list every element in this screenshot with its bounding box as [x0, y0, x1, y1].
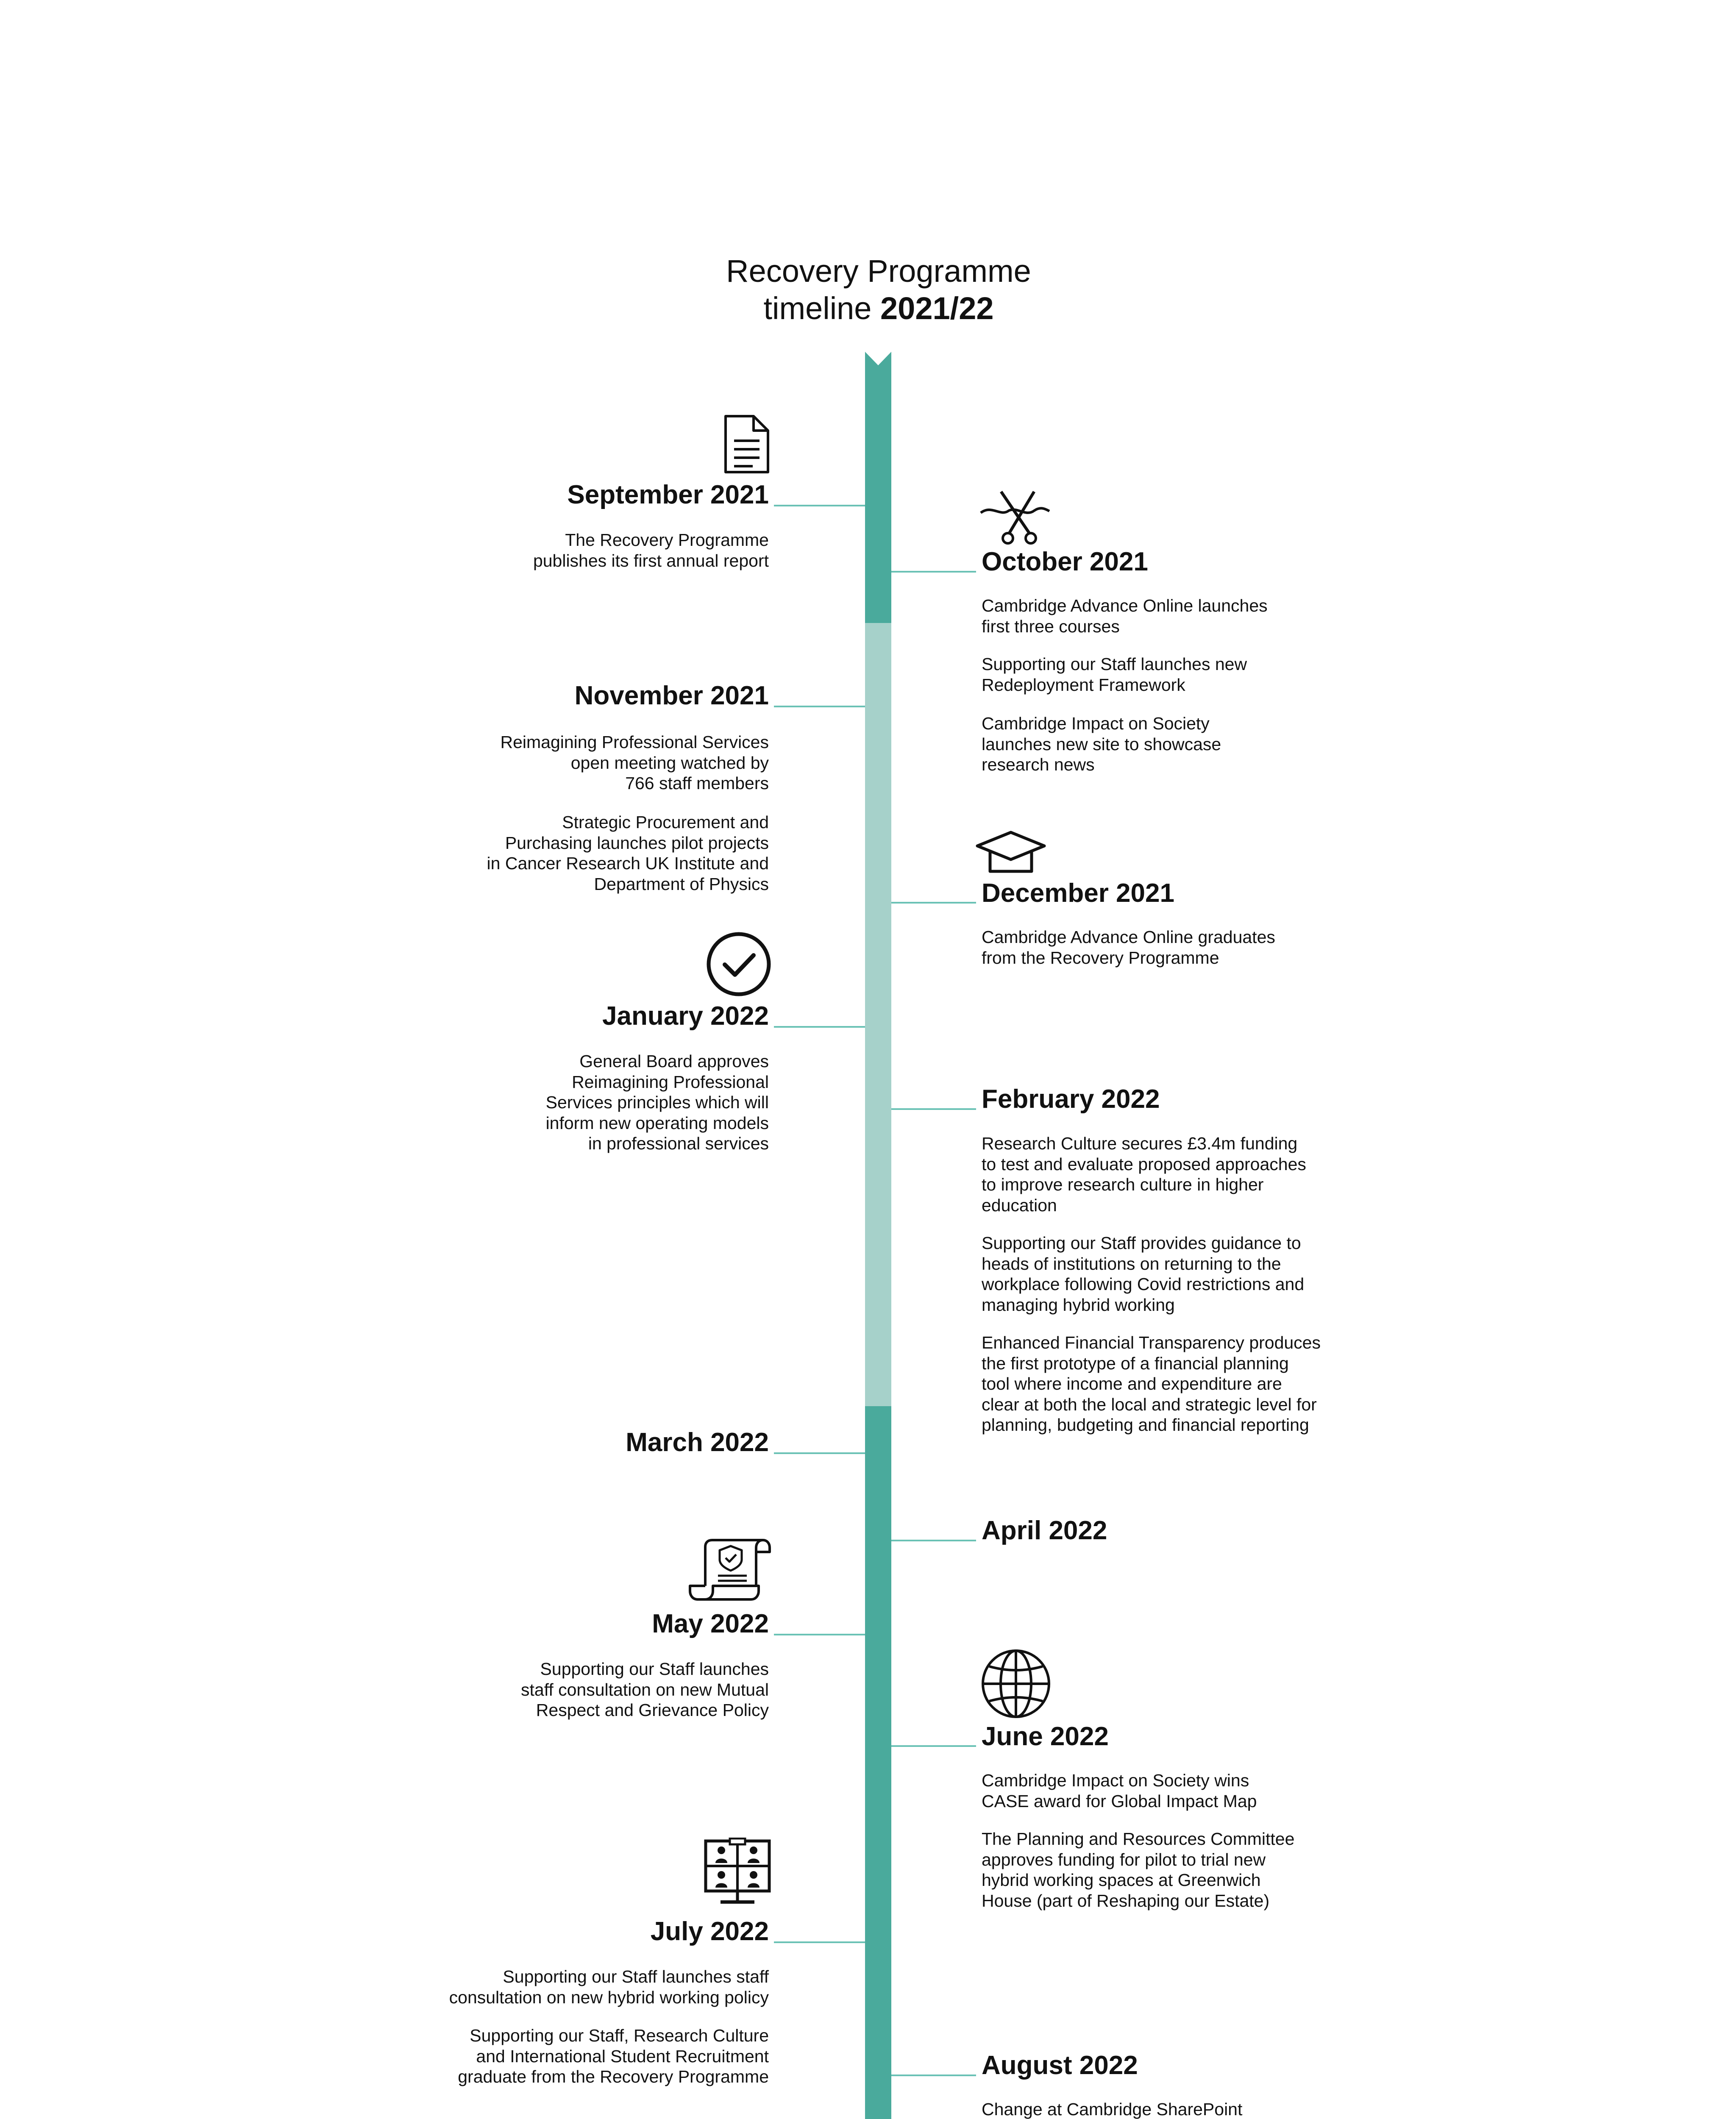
month-december-2021: December 2021 [982, 879, 1174, 908]
graduation-cap-icon [975, 830, 1047, 876]
event-text: The Planning and Resources Committee approves funding for pilot to trial new hybrid working spaces at Greenwich House (part of Reshaping our Estate) [982, 1829, 1295, 1910]
connector-december-2021 [891, 902, 976, 904]
event-text: Supporting our Staff launches staff consultation on new Mutual Respect and Grievance Policy [521, 1659, 769, 1720]
month-september-2021: September 2021 [567, 480, 769, 509]
timeline-segment-dark-1 [865, 368, 891, 623]
month-october-2021: October 2021 [982, 547, 1148, 576]
title-prefix: timeline [763, 291, 881, 326]
document-icon [723, 414, 771, 474]
title-year: 2021/22 [880, 291, 994, 326]
event-text: Cambridge Impact on Society launches new site to showcase research news [982, 714, 1221, 774]
month-june-2022: June 2022 [982, 1722, 1109, 1751]
event-text: Cambridge Impact on Society wins CASE award for Global Impact Map [982, 1771, 1257, 1811]
connector-march-2022 [774, 1452, 865, 1454]
policy-scroll-icon [688, 1538, 771, 1602]
timeline-segment-dark-2 [865, 1406, 891, 2119]
month-november-2021: November 2021 [574, 681, 769, 710]
connector-february-2022 [891, 1108, 976, 1110]
month-july-2022: July 2022 [650, 1917, 769, 1946]
connector-november-2021 [774, 706, 865, 707]
connector-may-2022 [774, 1634, 865, 1635]
month-august-2022: August 2022 [982, 2051, 1138, 2080]
connector-july-2022 [774, 1941, 865, 1943]
event-text: Supporting our Staff, Research Culture and International Student Recruitment graduate from the Recovery Programme [458, 2026, 769, 2086]
event-text: Reimagining Professional Services open meeting watched by 766 staff members [500, 732, 769, 793]
page-title [614, 253, 1143, 327]
event-text: General Board approves Reimagining Professional Services principles which will inform new operating models in professional services [545, 1051, 769, 1153]
event-text: Strategic Procurement and Purchasing launches pilot projects in Cancer Research UK Institute and Department of Physics [487, 812, 769, 894]
month-april-2022: April 2022 [982, 1516, 1107, 1545]
connector-august-2022 [891, 2075, 976, 2076]
connector-january-2022 [774, 1026, 865, 1028]
connector-october-2021 [891, 571, 976, 573]
event-text: Supporting our Staff provides guidance to heads of institutions on returning to the workplace following Covid restrictions and managing hybrid working [982, 1233, 1305, 1315]
title-line-1: Recovery Programme [726, 253, 1031, 289]
check-circle-icon [706, 932, 771, 997]
event-text: Cambridge Advance Online graduates from the Recovery Programme [982, 927, 1275, 968]
month-march-2022: March 2022 [626, 1428, 769, 1457]
video-meeting-icon [704, 1838, 771, 1905]
month-february-2022: February 2022 [982, 1085, 1160, 1114]
connector-september-2021 [774, 505, 865, 506]
event-text: Supporting our Staff launches new Redeployment Framework [982, 654, 1247, 695]
timeline-segment-light [865, 623, 891, 1406]
event-text: Supporting our Staff launches staff consultation on new hybrid working policy [449, 1967, 769, 2007]
event-text: Research Culture secures £3.4m funding to test and evaluate proposed approaches to improve research culture in higher education [982, 1134, 1306, 1215]
month-january-2022: January 2022 [602, 1001, 769, 1031]
timeline-top-notch [865, 352, 891, 369]
globe-icon [981, 1649, 1051, 1719]
connector-june-2022 [891, 1745, 976, 1747]
event-text: Change at Cambridge SharePoint [982, 2100, 1243, 2119]
title-line-2 [614, 290, 1143, 327]
event-text: The Recovery Programme publishes its first annual report [533, 530, 769, 570]
event-text: Enhanced Financial Transparency produces the first prototype of a financial planning tool where income and expenditure are clear at both the local and strategic level for planning, budgeting and financial reporting [982, 1333, 1321, 1435]
month-may-2022: May 2022 [652, 1609, 769, 1638]
ribbon-cutting-icon [979, 487, 1051, 547]
connector-april-2022 [891, 1540, 976, 1541]
event-text: Cambridge Advance Online launches first three courses [982, 596, 1268, 636]
